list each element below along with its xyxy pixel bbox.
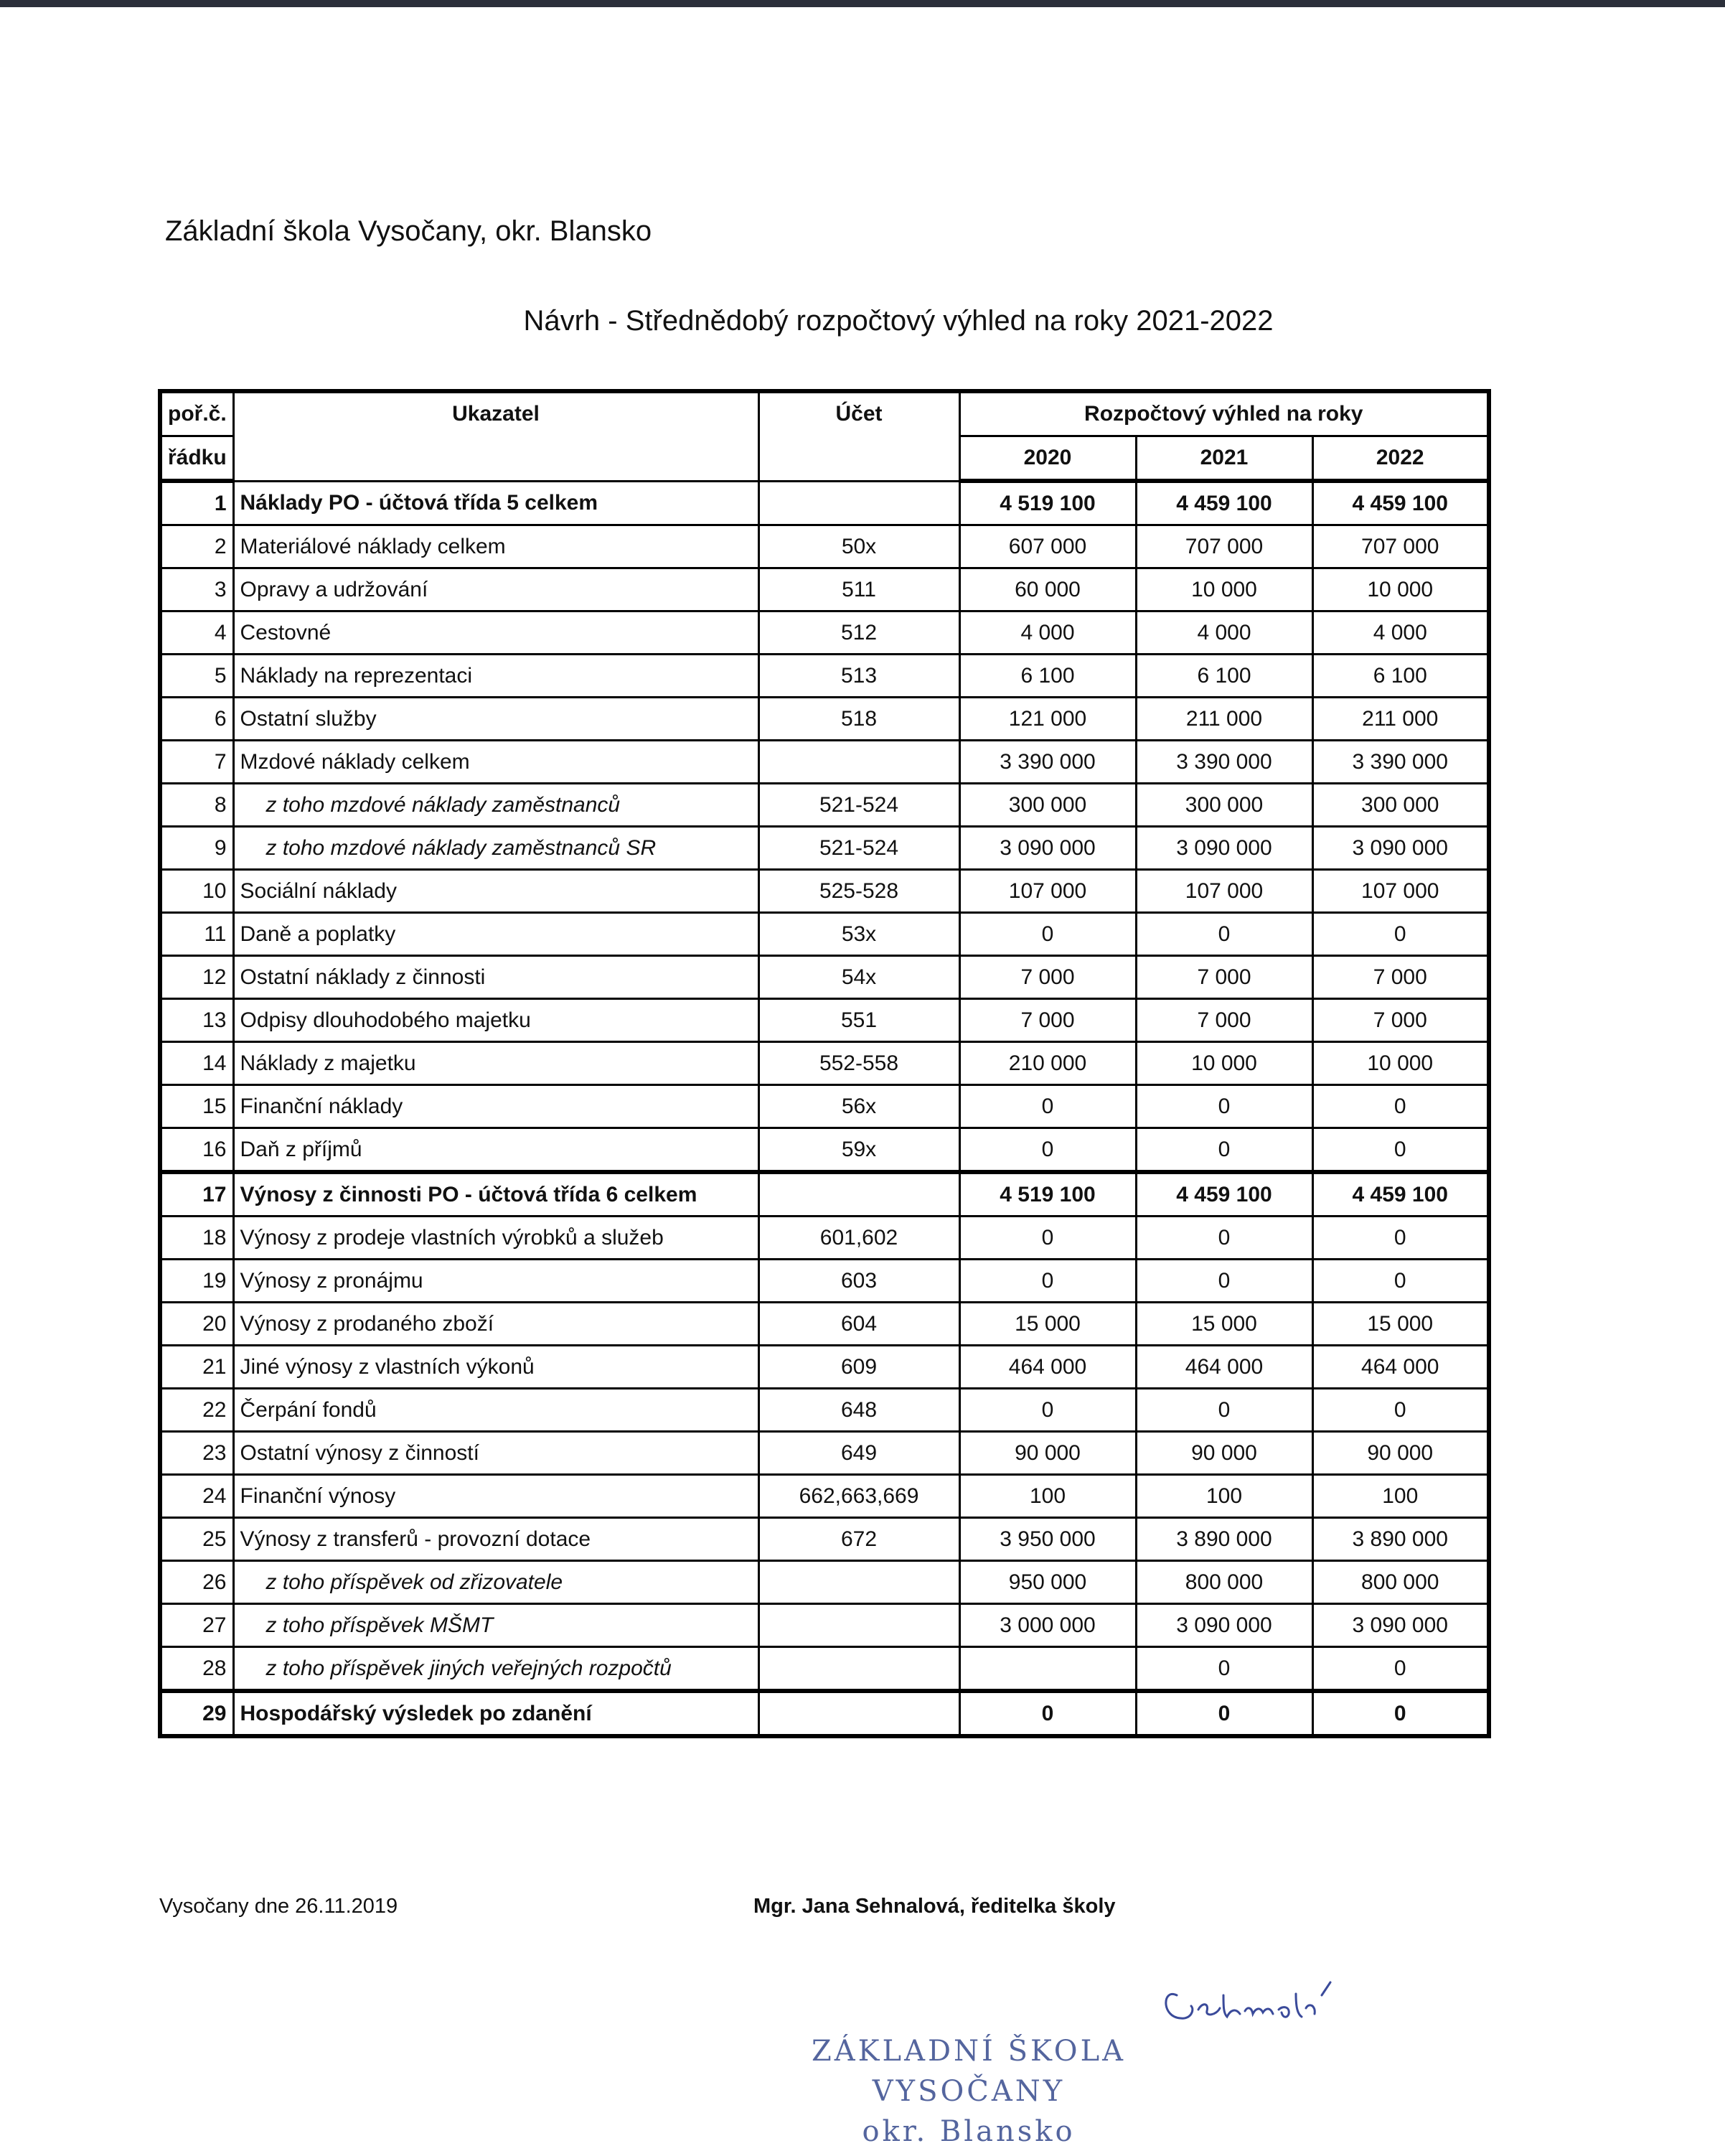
value-2022-cell: 0: [1312, 1260, 1489, 1303]
value-2021-cell: 4 459 100: [1136, 1172, 1312, 1217]
table-row: [160, 1346, 1489, 1389]
indicator-cell: Náklady na reprezentaci: [233, 655, 758, 698]
row-number: 8: [160, 784, 233, 827]
row-number: 15: [160, 1085, 233, 1128]
value-2021-cell: 300 000: [1136, 784, 1312, 827]
header-account: Účet: [758, 391, 959, 481]
value-2020-cell: 0: [959, 1389, 1136, 1432]
value-2020-cell: 607 000: [959, 525, 1136, 568]
signatory: Mgr. Jana Sehnalová, ředitelka školy: [753, 1895, 1116, 1918]
header-year-2022: 2022: [1312, 436, 1489, 482]
row-number: 19: [160, 1260, 233, 1303]
value-2020-cell: 15 000: [959, 1303, 1136, 1346]
value-2022-cell: 15 000: [1312, 1303, 1489, 1346]
indicator-cell: Jiné výnosy z vlastních výkonů: [233, 1346, 758, 1389]
value-2022-cell: 90 000: [1312, 1432, 1489, 1475]
account-cell: 521-524: [758, 827, 959, 870]
indicator-cell: Odpisy dlouhodobého majetku: [233, 999, 758, 1042]
value-2022-cell: 800 000: [1312, 1561, 1489, 1604]
value-2020-cell: 7 000: [959, 999, 1136, 1042]
value-2022-cell: 464 000: [1312, 1346, 1489, 1389]
value-2020-cell: 60 000: [959, 568, 1136, 611]
table-row: [160, 1260, 1489, 1303]
table-row: [160, 568, 1489, 611]
value-2022-cell: 107 000: [1312, 870, 1489, 913]
value-2020-cell: 4 519 100: [959, 1172, 1136, 1217]
document-title: Návrh - Střednědobý rozpočtový výhled na roky 2021-2022: [523, 305, 1274, 337]
table-row: [160, 1172, 1489, 1217]
value-2021-cell: 0: [1136, 1217, 1312, 1260]
table-row: [160, 784, 1489, 827]
value-2020-cell: 121 000: [959, 698, 1136, 741]
value-2022-cell: 10 000: [1312, 1042, 1489, 1085]
value-2022-cell: 0: [1312, 1128, 1489, 1173]
value-2020-cell: 7 000: [959, 956, 1136, 999]
top-border: [0, 0, 1725, 7]
value-2020-cell: 6 100: [959, 655, 1136, 698]
row-number: 1: [160, 481, 233, 525]
account-cell: 518: [758, 698, 959, 741]
account-cell: 648: [758, 1389, 959, 1432]
indicator-cell: Výnosy z prodaného zboží: [233, 1303, 758, 1346]
account-cell: 601,602: [758, 1217, 959, 1260]
indicator-cell: Náklady z majetku: [233, 1042, 758, 1085]
account-cell: [758, 1561, 959, 1604]
table-row: [160, 655, 1489, 698]
row-number: 26: [160, 1561, 233, 1604]
account-cell: 56x: [758, 1085, 959, 1128]
value-2020-cell: 0: [959, 1217, 1136, 1260]
indicator-cell: Výnosy z prodeje vlastních výrobků a služeb: [233, 1217, 758, 1260]
account-cell: 551: [758, 999, 959, 1042]
school-name: Základní škola Vysočany, okr. Blansko: [165, 215, 652, 247]
row-number: 17: [160, 1172, 233, 1217]
indicator-cell: Čerpání fondů: [233, 1389, 758, 1432]
account-cell: [758, 741, 959, 784]
value-2022-cell: 6 100: [1312, 655, 1489, 698]
value-2022-cell: 300 000: [1312, 784, 1489, 827]
value-2021-cell: 3 090 000: [1136, 827, 1312, 870]
value-2020-cell: 107 000: [959, 870, 1136, 913]
row-number: 9: [160, 827, 233, 870]
stamp-line-1: ZÁKLADNÍ ŠKOLA: [811, 2035, 1127, 2068]
table-row: [160, 870, 1489, 913]
value-2020-cell: 4 000: [959, 611, 1136, 655]
indicator-cell: Materiálové náklady celkem: [233, 525, 758, 568]
row-number: 13: [160, 999, 233, 1042]
indicator-cell: Výnosy z pronájmu: [233, 1260, 758, 1303]
row-number: 28: [160, 1647, 233, 1692]
table-row: [160, 1085, 1489, 1128]
account-cell: 603: [758, 1260, 959, 1303]
value-2021-cell: 0: [1136, 1128, 1312, 1173]
value-2021-cell: 707 000: [1136, 525, 1312, 568]
header-budget-outlook: Rozpočtový výhled na roky: [959, 391, 1489, 436]
value-2022-cell: 4 459 100: [1312, 481, 1489, 525]
header-year-2021: 2021: [1136, 436, 1312, 482]
table-row: [160, 827, 1489, 870]
row-number: 11: [160, 913, 233, 956]
value-2022-cell: 3 890 000: [1312, 1518, 1489, 1561]
indicator-cell: Výnosy z transferů - provozní dotace: [233, 1518, 758, 1561]
row-number: 22: [160, 1389, 233, 1432]
table-row: [160, 956, 1489, 999]
row-number: 21: [160, 1346, 233, 1389]
indicator-cell: Finanční náklady: [233, 1085, 758, 1128]
table-row: [160, 1128, 1489, 1173]
value-2021-cell: 3 390 000: [1136, 741, 1312, 784]
value-2022-cell: 3 090 000: [1312, 1604, 1489, 1647]
row-number: 27: [160, 1604, 233, 1647]
row-number: 4: [160, 611, 233, 655]
indicator-cell: Ostatní služby: [233, 698, 758, 741]
account-cell: 50x: [758, 525, 959, 568]
stamp-line-2: VYSOČANY: [872, 2075, 1066, 2108]
account-cell: 609: [758, 1346, 959, 1389]
value-2021-cell: 0: [1136, 1085, 1312, 1128]
value-2022-cell: 3 390 000: [1312, 741, 1489, 784]
account-cell: [758, 1604, 959, 1647]
value-2021-cell: 10 000: [1136, 568, 1312, 611]
value-2020-cell: 0: [959, 1128, 1136, 1173]
value-2022-cell: 0: [1312, 1691, 1489, 1736]
value-2022-cell: 100: [1312, 1475, 1489, 1518]
value-2020-cell: 0: [959, 1691, 1136, 1736]
indicator-cell: Opravy a udržování: [233, 568, 758, 611]
value-2022-cell: 0: [1312, 1389, 1489, 1432]
value-2021-cell: 0: [1136, 1647, 1312, 1692]
account-cell: 672: [758, 1518, 959, 1561]
header-row-number-2: řádku: [160, 436, 233, 482]
value-2020-cell: 0: [959, 1260, 1136, 1303]
value-2020-cell: 3 950 000: [959, 1518, 1136, 1561]
header-year-2020: 2020: [959, 436, 1136, 482]
row-number: 10: [160, 870, 233, 913]
table-row: [160, 481, 1489, 525]
value-2022-cell: 4 459 100: [1312, 1172, 1489, 1217]
value-2022-cell: 0: [1312, 913, 1489, 956]
value-2021-cell: 800 000: [1136, 1561, 1312, 1604]
account-cell: [758, 1647, 959, 1692]
row-number: 3: [160, 568, 233, 611]
indicator-cell: Výnosy z činnosti PO - účtová třída 6 celkem: [233, 1172, 758, 1217]
indicator-cell: z toho mzdové náklady zaměstnanců: [233, 784, 758, 827]
indicator-cell: Daň z příjmů: [233, 1128, 758, 1173]
value-2021-cell: 0: [1136, 913, 1312, 956]
row-number: 20: [160, 1303, 233, 1346]
place-date: Vysočany dne 26.11.2019: [159, 1895, 398, 1918]
account-cell: 525-528: [758, 870, 959, 913]
indicator-cell: Ostatní náklady z činnosti: [233, 956, 758, 999]
value-2020-cell: 950 000: [959, 1561, 1136, 1604]
value-2022-cell: 7 000: [1312, 956, 1489, 999]
row-number: 24: [160, 1475, 233, 1518]
account-cell: 513: [758, 655, 959, 698]
value-2021-cell: 15 000: [1136, 1303, 1312, 1346]
account-cell: 512: [758, 611, 959, 655]
value-2020-cell: 3 390 000: [959, 741, 1136, 784]
row-number: 6: [160, 698, 233, 741]
indicator-cell: Sociální náklady: [233, 870, 758, 913]
indicator-cell: z toho příspěvek jiných veřejných rozpočtů: [233, 1647, 758, 1692]
value-2021-cell: 464 000: [1136, 1346, 1312, 1389]
value-2020-cell: 4 519 100: [959, 481, 1136, 525]
account-cell: 662,663,669: [758, 1475, 959, 1518]
value-2022-cell: 707 000: [1312, 525, 1489, 568]
table-row: [160, 1217, 1489, 1260]
account-cell: 53x: [758, 913, 959, 956]
value-2021-cell: 0: [1136, 1691, 1312, 1736]
table-row: [160, 525, 1489, 568]
table-row: [160, 611, 1489, 655]
table-row: [160, 1647, 1489, 1692]
account-cell: 59x: [758, 1128, 959, 1173]
row-number: 23: [160, 1432, 233, 1475]
value-2020-cell: 3 000 000: [959, 1604, 1136, 1647]
table-row: [160, 1303, 1489, 1346]
table-row: [160, 1518, 1489, 1561]
value-2020-cell: 300 000: [959, 784, 1136, 827]
row-number: 2: [160, 525, 233, 568]
value-2021-cell: 107 000: [1136, 870, 1312, 913]
table-row: [160, 1604, 1489, 1647]
indicator-cell: Finanční výnosy: [233, 1475, 758, 1518]
row-number: 16: [160, 1128, 233, 1173]
value-2022-cell: 7 000: [1312, 999, 1489, 1042]
value-2021-cell: 7 000: [1136, 999, 1312, 1042]
value-2021-cell: 7 000: [1136, 956, 1312, 999]
value-2020-cell: 0: [959, 1085, 1136, 1128]
indicator-cell: z toho příspěvek MŠMT: [233, 1604, 758, 1647]
indicator-cell: Cestovné: [233, 611, 758, 655]
value-2021-cell: 6 100: [1136, 655, 1312, 698]
indicator-cell: Hospodářský výsledek po zdanění: [233, 1691, 758, 1736]
row-number: 12: [160, 956, 233, 999]
value-2021-cell: 0: [1136, 1389, 1312, 1432]
row-number: 18: [160, 1217, 233, 1260]
row-number: 5: [160, 655, 233, 698]
value-2020-cell: 3 090 000: [959, 827, 1136, 870]
value-2021-cell: 3 090 000: [1136, 1604, 1312, 1647]
value-2022-cell: 4 000: [1312, 611, 1489, 655]
indicator-cell: Náklady PO - účtová třída 5 celkem: [233, 481, 758, 525]
table-row: [160, 1691, 1489, 1736]
account-cell: 511: [758, 568, 959, 611]
table-row: [160, 999, 1489, 1042]
value-2022-cell: 0: [1312, 1085, 1489, 1128]
handwritten-signature: [1155, 1967, 1371, 2031]
account-cell: 521-524: [758, 784, 959, 827]
indicator-cell: Mzdové náklady celkem: [233, 741, 758, 784]
value-2022-cell: 10 000: [1312, 568, 1489, 611]
row-number: 7: [160, 741, 233, 784]
value-2021-cell: 4 459 100: [1136, 481, 1312, 525]
account-cell: 604: [758, 1303, 959, 1346]
value-2022-cell: 0: [1312, 1647, 1489, 1692]
account-cell: [758, 1691, 959, 1736]
value-2020-cell: [959, 1647, 1136, 1692]
stamp-line-3: okr. Blansko: [862, 2115, 1076, 2148]
table-row: [160, 698, 1489, 741]
value-2022-cell: 211 000: [1312, 698, 1489, 741]
school-stamp: [782, 2031, 1155, 2152]
table-row: [160, 741, 1489, 784]
value-2020-cell: 0: [959, 913, 1136, 956]
budget-table-body: [160, 481, 1489, 1736]
value-2021-cell: 3 890 000: [1136, 1518, 1312, 1561]
value-2020-cell: 90 000: [959, 1432, 1136, 1475]
table-row: [160, 1432, 1489, 1475]
value-2021-cell: 10 000: [1136, 1042, 1312, 1085]
value-2021-cell: 0: [1136, 1260, 1312, 1303]
row-number: 14: [160, 1042, 233, 1085]
account-cell: 649: [758, 1432, 959, 1475]
indicator-cell: z toho příspěvek od zřizovatele: [233, 1561, 758, 1604]
account-cell: 54x: [758, 956, 959, 999]
value-2020-cell: 464 000: [959, 1346, 1136, 1389]
value-2022-cell: 0: [1312, 1217, 1489, 1260]
value-2021-cell: 90 000: [1136, 1432, 1312, 1475]
account-cell: [758, 1172, 959, 1217]
header-row-number-1: poř.č.: [160, 391, 233, 436]
value-2021-cell: 100: [1136, 1475, 1312, 1518]
row-number: 29: [160, 1691, 233, 1736]
indicator-cell: z toho mzdové náklady zaměstnanců SR: [233, 827, 758, 870]
table-row: [160, 913, 1489, 956]
value-2021-cell: 4 000: [1136, 611, 1312, 655]
indicator-cell: Ostatní výnosy z činností: [233, 1432, 758, 1475]
value-2021-cell: 211 000: [1136, 698, 1312, 741]
header-indicator: Ukazatel: [233, 391, 758, 481]
row-number: 25: [160, 1518, 233, 1561]
account-cell: [758, 481, 959, 525]
table-row: [160, 1042, 1489, 1085]
account-cell: 552-558: [758, 1042, 959, 1085]
value-2020-cell: 210 000: [959, 1042, 1136, 1085]
table-row: [160, 1561, 1489, 1604]
budget-table: [158, 389, 1491, 1738]
table-row: [160, 1389, 1489, 1432]
indicator-cell: Daně a poplatky: [233, 913, 758, 956]
value-2020-cell: 100: [959, 1475, 1136, 1518]
table-row: [160, 1475, 1489, 1518]
value-2022-cell: 3 090 000: [1312, 827, 1489, 870]
